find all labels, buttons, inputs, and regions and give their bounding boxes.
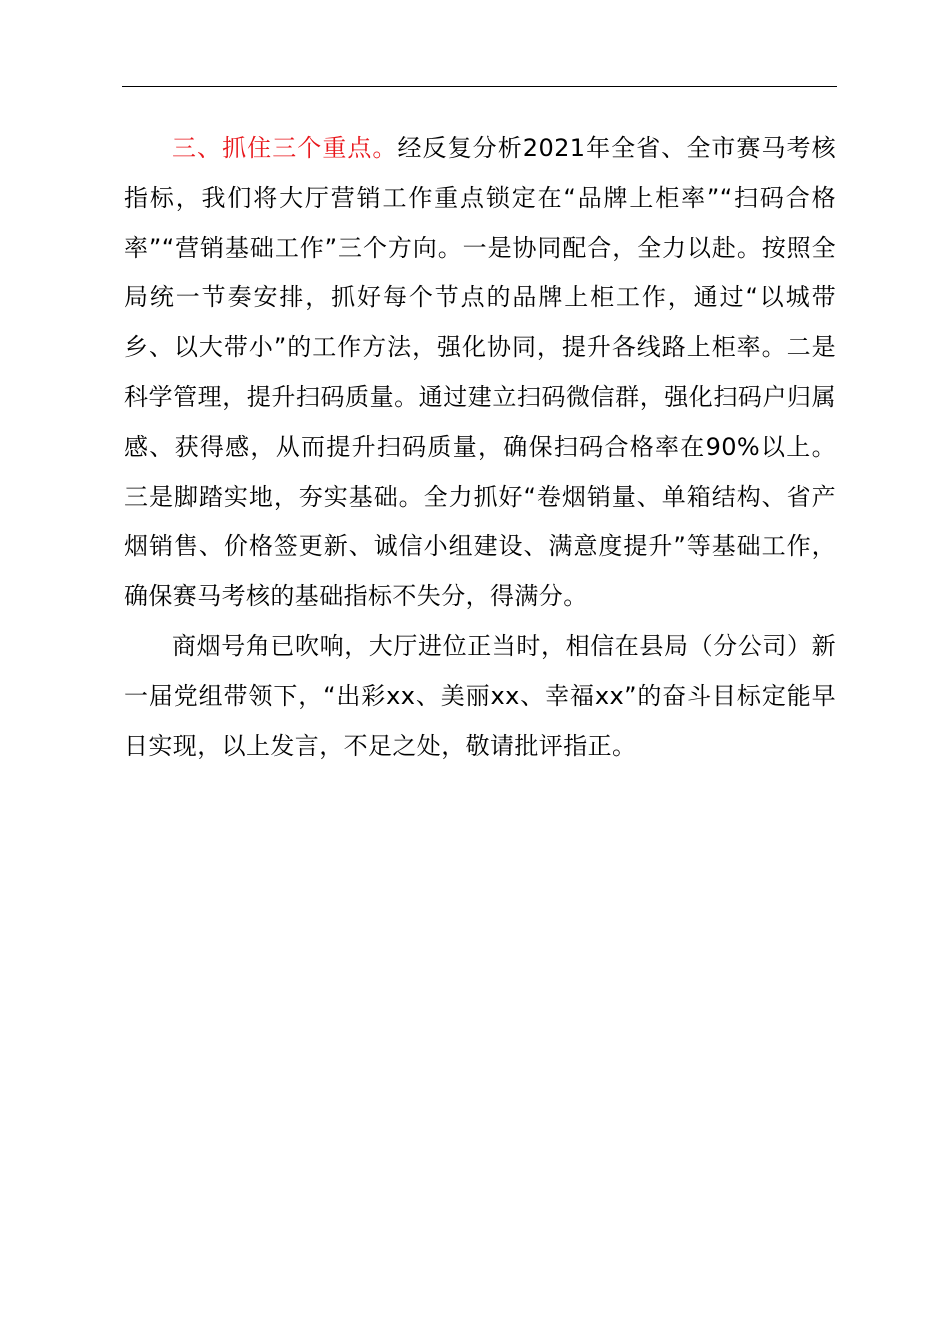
paragraph-key-points — [124, 124, 836, 622]
paragraph-closing — [124, 622, 836, 771]
paragraph-text: 商烟号角已吹响，大厅进位正当时，相信在县局（分公司）新一届党组带领下，“出彩xx、美丽xx、幸福xx”的奋斗目标定能早日实现，以上发言，不足之处，敬请批评指正。 — [124, 631, 836, 760]
header-rule — [122, 86, 837, 87]
document-body — [124, 124, 836, 771]
section-heading: 三、抓住三个重点。 — [172, 134, 398, 162]
paragraph-text: 经反复分析2021年全省、全市赛马考核指标，我们将大厅营销工作重点锁定在“品牌上柜率”“扫码合格率”“营销基础工作”三个方向。一是协同配合，全力以赴。按照全局统一节奏安排，抓好每个节点的品牌上柜工作，通过“以城带乡、以大带小”的工作方法，强化协同，提升各线路上柜率。二是科学管理，提升扫码质量。通过建立扫码微信群，强化扫码户归属感、获得感，从而提升扫码质量，确保扫码合格率在90%以上。三是脚踏实地，夯实基础。全力抓好“卷烟销量、单箱结构、省产烟销售、价格签更新、诚信小组建设、满意度提升”等基础工作，确保赛马考核的基础指标不失分，得满分。 — [124, 134, 836, 611]
